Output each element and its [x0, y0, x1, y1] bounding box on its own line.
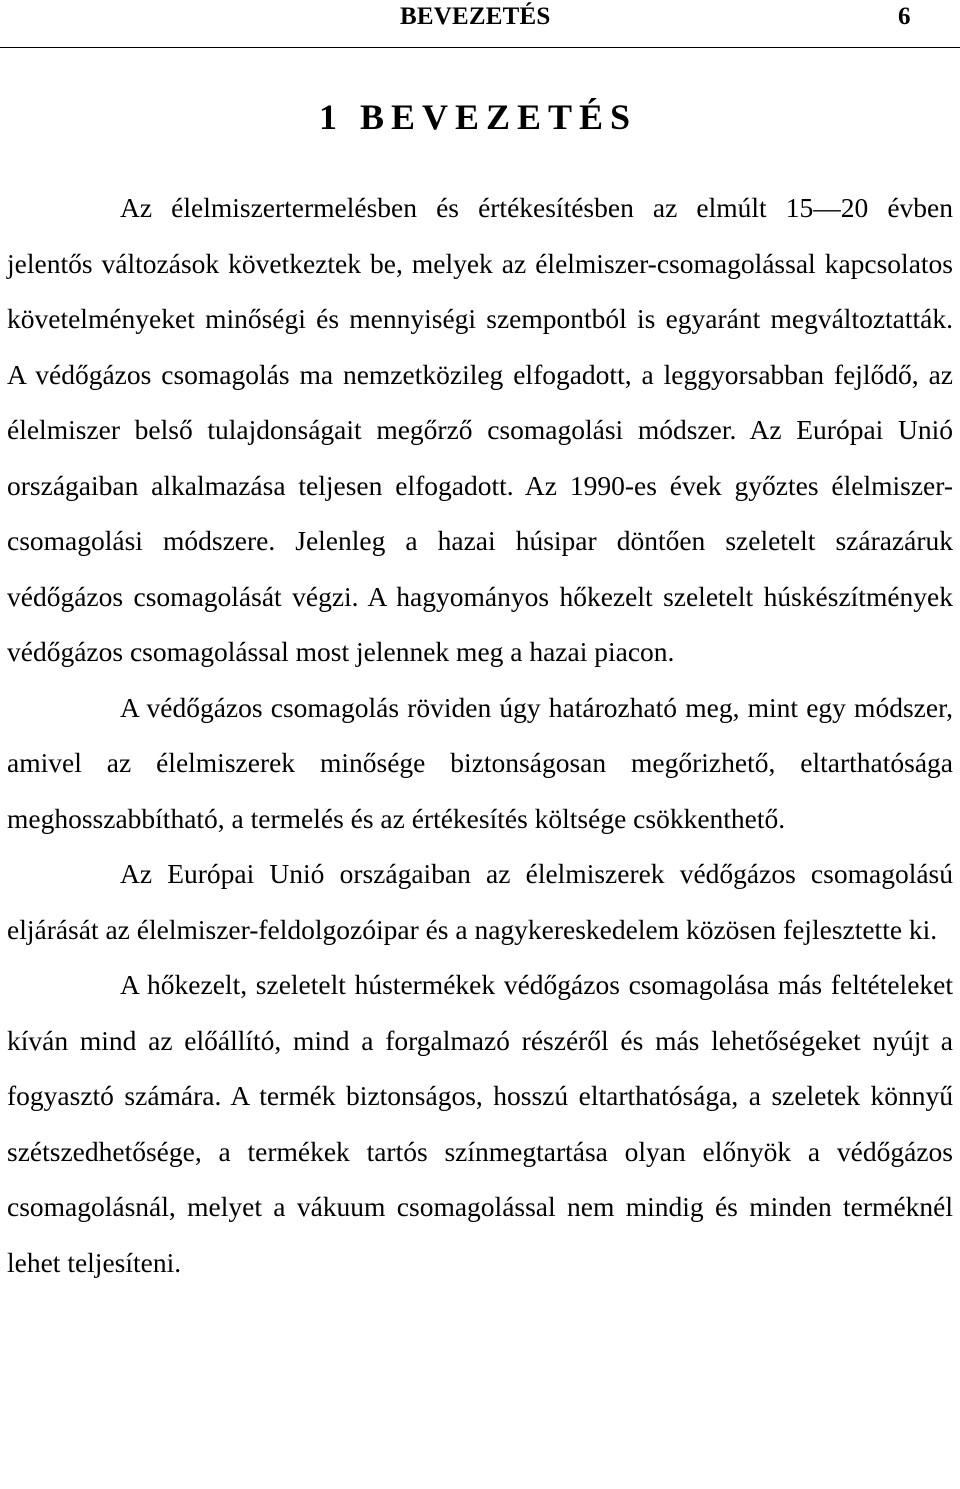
paragraph-4: A hőkezelt, szeletelt hústermékek védőgázos csomagolása más feltételeket kíván mind az előállító, mind a forgalmazó részéről és más lehetőségeket nyújt a fogyasztó számára. A termék biztonságos, hosszú eltarthatósága, a szeletek könnyű szétszedhetősége, a termékek tartós színmegtartása olyan előnyök a védőgázos csomagolásnál, melyet a vákuum csomagolással nem mindig és minden terméknél lehet teljesíteni.	[7, 969, 953, 1278]
paragraph-2: A védőgázos csomagolás röviden úgy határozható meg, mint egy módszer, amivel az élelmiszerek minősége biztonságosan megőrizhető, eltarthatósága meghosszabbítható, a termelés és az értékesítés költsége csökkenthető.	[7, 691, 953, 834]
running-header-title: BEVEZETÉS	[400, 3, 551, 30]
paragraph-3: Az Európai Unió országaiban az élelmiszerek védőgázos csomagolású eljárását az élelmiszer-feldolgozóipar és a nagykereskedelem közösen fejlesztette ki.	[7, 858, 953, 945]
body-text	[7, 180, 953, 1290]
page-number: 6	[898, 3, 911, 30]
paragraph-1: Az élelmiszertermelésben és értékesítésben az elmúlt 15—20 évben jelentős változások következtek be, melyek az élelmiszer-csomagolással kapcsolatos követelményeket minőségi és mennyiségi szempontból is egyaránt megváltoztatták. A védőgázos csomagolás ma nemzetközileg elfogadott, a leggyorsabban fejlődő, az élelmiszer belső tulajdonságait megőrző csomagolási módszer. Az Európai Unió országaiban alkalmazása teljesen elfogadott. Az 1990-es évek győztes élelmiszer-csomagolási módszere. Jelenleg a hazai húsipar döntően szeletelt szárazáruk védőgázos csomagolását végzi. A hagyományos hőkezelt szeletelt húskészítmények védőgázos csomagolással most jelennek meg a hazai piacon.	[7, 192, 953, 667]
chapter-heading: 1 BEVEZETÉS	[318, 97, 638, 137]
running-header	[0, 0, 960, 48]
